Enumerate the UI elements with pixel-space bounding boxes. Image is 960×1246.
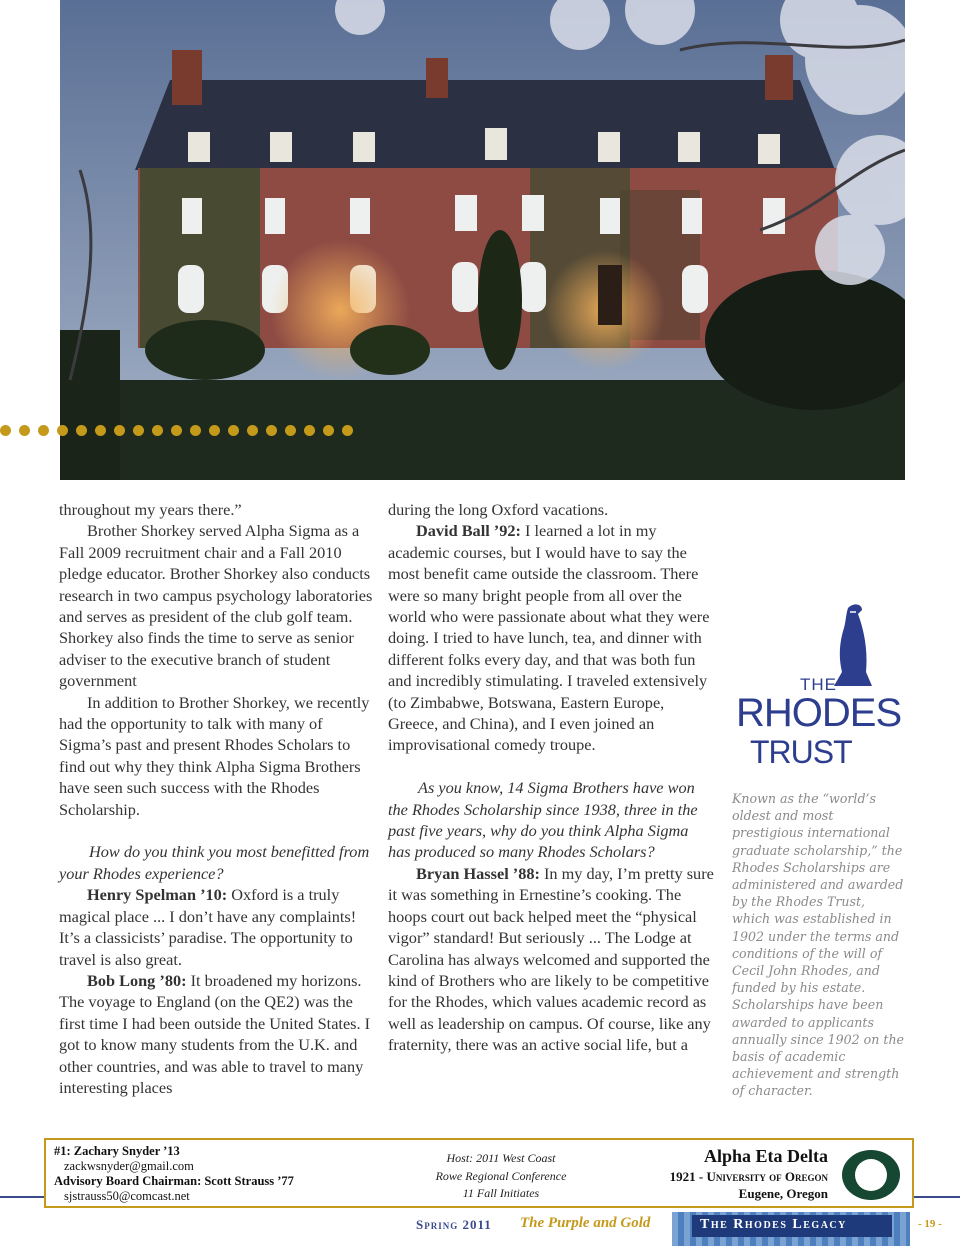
interview-question: As you know, 14 Sigma Brothers have won the Rhodes Scholarship since 1938, three in the past five years, why do you think Alpha Sigma has produced so many Rhodes Scholars? [388,778,698,862]
highlight: Rowe Regional Conference [435,1168,567,1183]
rhodes-house-photo [60,0,905,480]
bird-icon [834,604,872,686]
answer [388,863,715,1056]
chapter-school: 1921 - University of Oregon [669,1169,828,1184]
footer-issue: Spring 2011 [416,1217,492,1232]
president-email: zackwsnyder@gmail.com [64,1159,194,1173]
highlight: 11 Fall Initiates [462,1186,540,1200]
answer [59,884,377,970]
respondent-name: David Ball ’92: [416,521,521,541]
answer [59,970,377,1098]
answer-text: Oxford is a truly magical place ... I don’t have any complaints! It’s a classicists’ paradise. The opportunity to travel is also great. [59,885,357,969]
page-footer [0,1212,960,1246]
chapter-city: Eugene, Oregon [738,1186,828,1201]
dot-divider [0,425,370,439]
chapter-identity [670,1144,828,1202]
answer-text: In my day, I’m pretty sure it was something in Ernestine’s cooking. The hoops court out back helped meet the “physical vigor” standard! But seriously ... The Lodge at Carolina has always welcomed and supported the kind of Brothers who are likely to be competitive for the Rhodes, which values academic record as well as leadership on campus. Of course, like any fraternity, there was an active social life, but a [388,863,714,1055]
paragraph: In addition to Brother Shorkey, we recently had the opportunity to talk with many of Sigma’s past and present Rhodes Scholars to find out why they think Alpha Sigma Brothers have seen such success with the Rhodes Scholarship. [59,692,370,819]
chapter-highlights [406,1150,596,1203]
paragraph: throughout my years there.” [59,500,242,519]
answer-text: I learned a lot in my academic courses, but I would have to say the most benefit came outside the classroom. There were so many bright people from all over the world who were passionate about what they were doing. I tried to have lunch, tea, and dinner with different folks every day, and that was both fun and incredibly stimulating. I traveled extensively (to Zimbabwe, Botswana, Eastern Europe, Greece, and China), and I even joined an improvisational comedy troupe. [388,521,710,755]
article-column-middle [388,499,715,1056]
answer-text: It broadened my horizons. The voyage to England (on the QE2) was the first time I had been outside the United States. I got to know many students from the U.K. and other countries, and was able to travel to many interesting places [59,970,371,1097]
article-column-left [59,499,377,1098]
chapter-info-box [44,1138,914,1208]
respondent-name: Henry Spelman ’10: [87,885,228,905]
footer-section: The Rhodes Legacy [700,1217,847,1232]
footer-section-band [672,1212,910,1246]
chair-email: sjstrauss50@comcast.net [64,1189,190,1203]
chapter-name: Alpha Eta Delta [703,1146,828,1166]
paragraph: during the long Oxford vacations. [388,500,609,519]
logo-trust: TRUST [750,734,852,770]
interview-question: How do you think you most benefitted from your Rhodes experience? [59,842,370,883]
paragraph: Brother Shorkey served Alpha Sigma as a Fall 2009 recruitment chair and a Fall 2010 pledge educator. Brother Shorkey also conducts research in two campus psychology laboratories and serves as president of the club golf team. Shorkey also finds the time to serve as senior adviser to the executive branch of student government [59,521,373,691]
answer [388,520,715,755]
footer-magazine: The Purple and Gold [520,1215,651,1231]
chapter-president: #1: Zachary Snyder ’13 [54,1144,180,1158]
sidebar-caption: Known as the “world’s oldest and most prestigious international graduate scholarship,” the Rhodes Scholarships are administered and awarded by the Rhodes Trust, which was established in 1902 under the terms and conditions of the will of Cecil John Rhodes, and funded by his estate. Scholarships have been awarded to applicants annually since 1902 on the basis of academic achievement and strength of character. [732,791,905,1099]
oregon-o-logo [840,1148,902,1202]
respondent-name: Bob Long ’80: [87,970,187,990]
logo-rhodes: RHODES [736,691,902,735]
rhodes-trust-logo [730,600,905,775]
logo-the: THE [800,675,837,694]
page-number: - 19 - [918,1218,942,1230]
advisory-chair: Advisory Board Chairman: Scott Strauss ’77 [54,1174,294,1188]
respondent-name: Bryan Hassel ’88: [416,863,540,883]
highlight: Host: 2011 West Coast [446,1151,556,1165]
chapter-contacts [54,1144,294,1204]
